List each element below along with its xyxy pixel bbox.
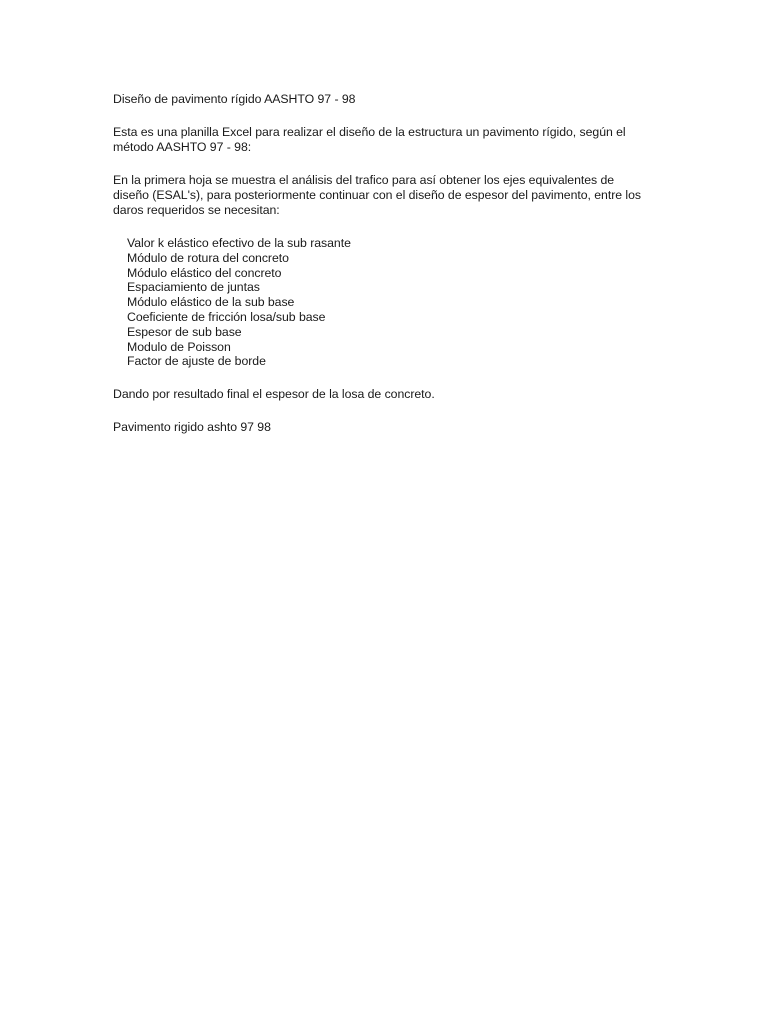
list-item: Módulo elástico de la sub base (127, 295, 295, 310)
footer-line: Pavimento rigido ashto 97 98 (113, 420, 271, 435)
list-item: Factor de ajuste de borde (127, 354, 266, 369)
list-item: Espaciamiento de juntas (127, 280, 260, 295)
result-paragraph: Dando por resultado final el espesor de la losa de concreto. (113, 387, 435, 402)
list-item: Valor k elástico efectivo de la sub rasante (127, 236, 351, 250)
intro-paragraph: Esta es una planilla Excel para realizar el diseño de la estructura un pavimento rígido, según el método AASHTO 97 - 98: (113, 125, 626, 154)
list-item: Módulo elástico del concreto (127, 265, 282, 280)
document-body (113, 92, 653, 435)
requirements-list (113, 236, 653, 369)
list-item: Espesor de sub base (127, 324, 242, 339)
list-item: Modulo de Poisson (127, 339, 231, 354)
traffic-analysis-paragraph: En la primera hoja se muestra el análisis del trafico para así obtener los ejes equivalentes de diseño (ESAL's), para posteriormente continuar con el diseño de espesor del pavimento, entre los daros requeridos se necesitan: (113, 173, 641, 217)
list-item: Coeficiente de fricción losa/sub base (127, 309, 326, 324)
list-item: Módulo de rotura del concreto (127, 250, 289, 265)
document-title: Diseño de pavimento rígido AASHTO 97 - 98 (113, 92, 356, 106)
